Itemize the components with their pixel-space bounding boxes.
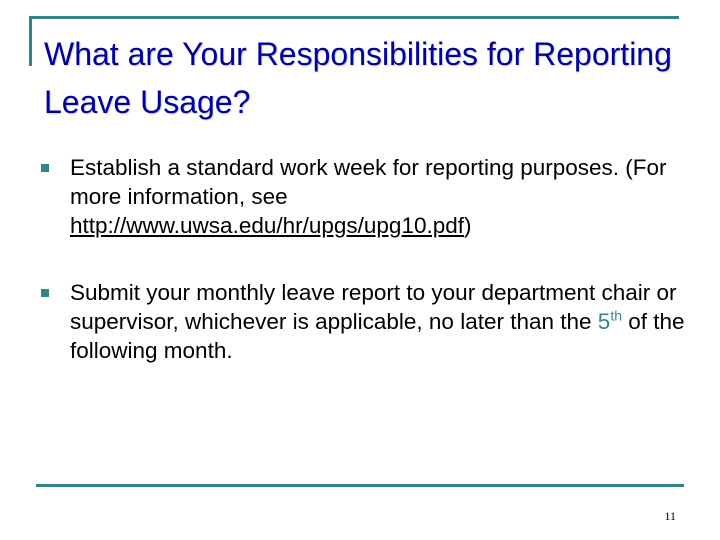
bullet-text-close: ): [464, 213, 472, 238]
bullet-text: Establish a standard work week for reporting purposes. (For more information, see: [70, 155, 667, 209]
square-bullet-icon: [41, 289, 49, 297]
bullet-list: [40, 153, 690, 403]
due-day-number: 5: [597, 309, 611, 334]
due-day-suffix: th: [610, 307, 622, 324]
square-bullet-icon: [41, 164, 49, 172]
bullet-item-monthly-report: [40, 278, 690, 365]
bullet-text: Submit your monthly leave report to your department chair or supervisor, whichever is applicable, no later than the: [70, 280, 677, 334]
footer-rule: [36, 484, 684, 487]
bullet-item-work-week: [40, 153, 690, 240]
upg10-pdf-link[interactable]: http://www.uwsa.edu/hr/upgs/upg10.pdf: [70, 213, 465, 238]
slide-title: What are Your Responsibilities for Reporting Leave Usage?: [44, 36, 672, 120]
title-frame-left-rule: [29, 16, 32, 66]
page-number: 11: [664, 509, 676, 523]
title-frame-top-rule: [29, 16, 679, 19]
bullet-text-end: of the following month.: [70, 309, 685, 363]
